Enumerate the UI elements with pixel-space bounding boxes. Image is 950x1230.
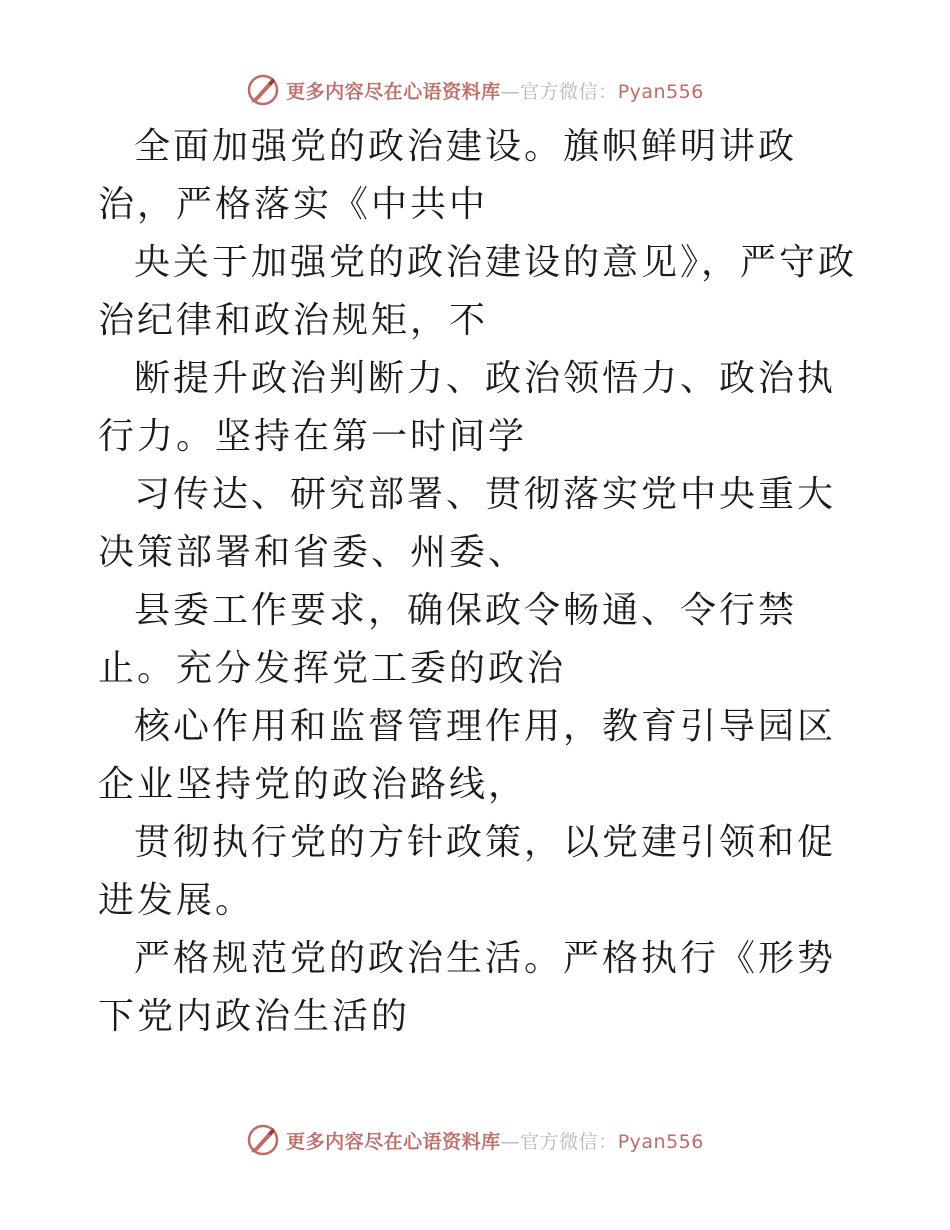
paragraph: 县委工作要求，确保政令畅通、令行禁止。充分发挥党工委的政治 (98, 590, 798, 689)
watermark-wechat-id: Pyan556 (617, 80, 704, 103)
watermark-brand: 更多内容尽在心语资料库 (286, 1130, 501, 1153)
paragraph: 断提升政治判断力、政治领悟力、政治执行力。坚持在第一时间学 (98, 358, 837, 457)
watermark-text (286, 1127, 704, 1154)
paragraph: 核心作用和监督管理作用，教育引导园区企业坚持党的政治路线， (98, 706, 837, 805)
watermark-wechat-id: Pyan556 (617, 1130, 704, 1153)
watermark-wechat-label: 官方微信： (520, 1130, 618, 1153)
quill-logo-icon (246, 73, 280, 107)
paragraph: 全面加强党的政治建设。旗帜鲜明讲政治，严格落实《中共中 (98, 126, 798, 225)
quill-logo-icon (246, 1123, 280, 1157)
watermark-wechat-label: 官方微信： (520, 80, 618, 103)
watermark-dash: — (500, 1130, 521, 1153)
paragraph: 央关于加强党的政治建设的意见》，严守政治纪律和政治规矩，不 (98, 242, 858, 341)
paragraph: 贯彻执行党的方针政策，以党建引领和促进发展。 (98, 822, 837, 921)
paragraph: 习传达、研究部署、贯彻落实党中央重大决策部署和省委、州委、 (98, 474, 837, 573)
watermark-brand: 更多内容尽在心语资料库 (286, 80, 501, 103)
paragraph: 严格规范党的政治生活。严格执行《形势下党内政治生活的 (98, 938, 837, 1037)
footer-watermark (0, 1120, 950, 1160)
document-body (98, 118, 858, 1046)
watermark-text (286, 77, 704, 104)
header-watermark (0, 70, 950, 110)
watermark-dash: — (500, 80, 521, 103)
